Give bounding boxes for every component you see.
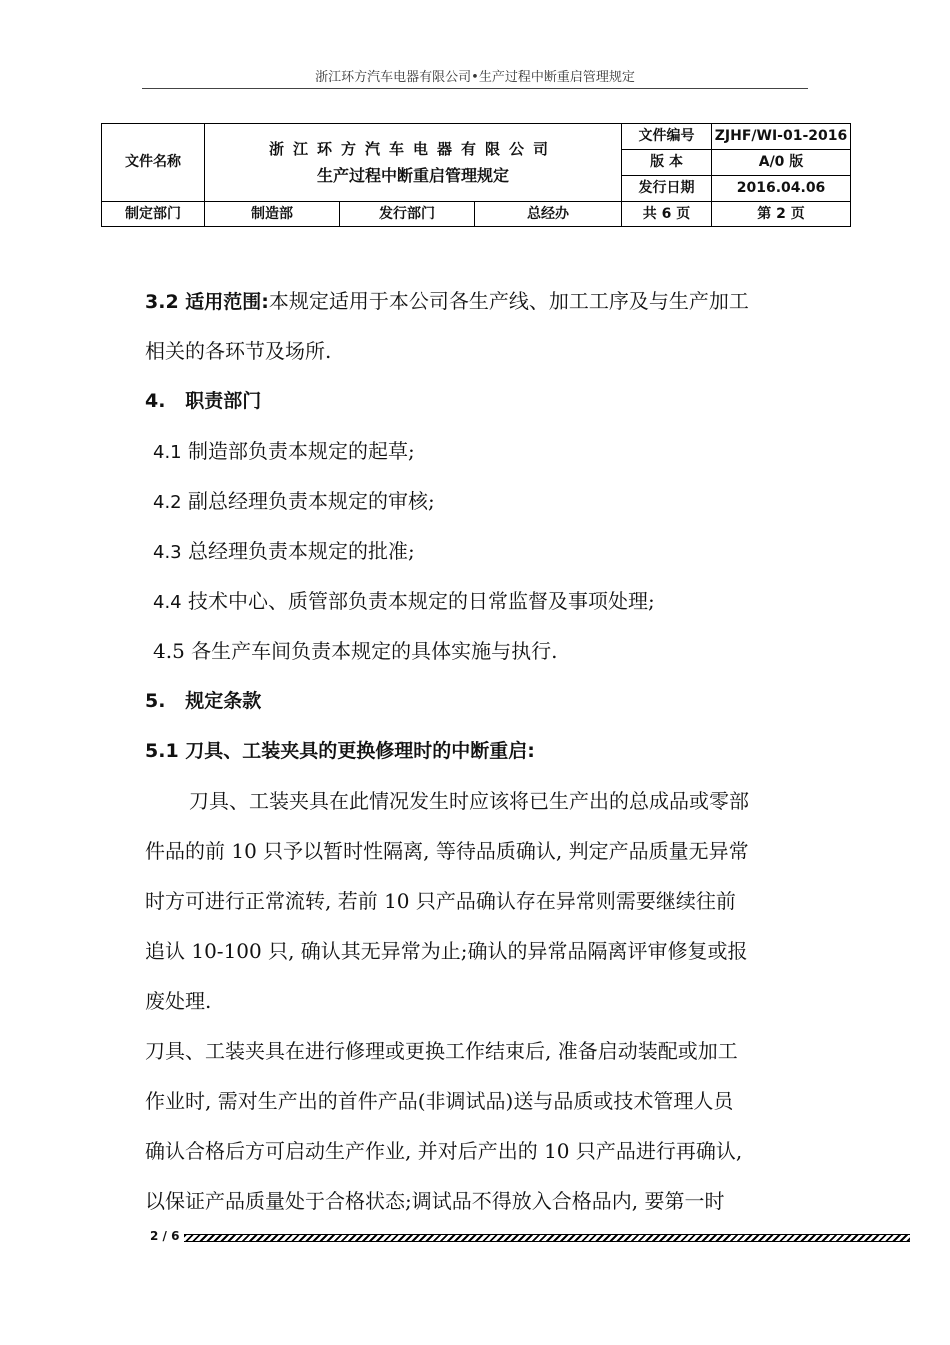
paragraph-line: 确认合格后方可启动生产作业, 并对后产出的 10 只产品进行再确认,	[145, 1139, 743, 1163]
title-cell	[205, 124, 622, 202]
total-pages: 共 6 页	[622, 202, 712, 227]
dept: 制造部	[205, 202, 340, 227]
document-info-table	[101, 123, 851, 227]
header-rule	[142, 88, 808, 89]
item-4-5: 4.5 各生产车间负责本规定的具体实施与执行.	[153, 639, 558, 663]
item-4-4	[145, 576, 810, 626]
item-4-4-text: 技术中心、质管部负责本规定的日常监督及事项处理;	[181, 589, 655, 613]
section-3-2-text: 本规定适用于本公司各生产线、加工工序及与生产加工	[268, 289, 749, 313]
paragraph-line: 废处理.	[145, 989, 212, 1013]
section-3-2-heading: 3.2 适用范围:	[145, 291, 269, 313]
dept-label: 制定部门	[102, 202, 205, 227]
paragraph-line: 件品的前 10 只予以暂时性隔离, 等待品质确认, 判定产品质量无异常	[145, 839, 749, 863]
item-4-3	[145, 526, 810, 576]
section-5-heading: 5. 规定条款	[145, 690, 262, 712]
paragraph-line: 追认 10-100 只, 确认其无异常为止;确认的异常品隔离评审修复或报	[145, 939, 748, 963]
document-body	[145, 276, 810, 1226]
page-number: 第 2 页	[712, 202, 851, 227]
paragraph-line: 刀具、工装夹具在此情况发生时应该将已生产出的总成品或零部	[189, 789, 749, 813]
item-4-3-text: 总经理负责本规定的批准;	[181, 539, 415, 563]
item-4-4-number: 4.4	[153, 592, 182, 613]
issue-date: 2016.04.06	[712, 176, 851, 202]
issue-dept-label: 发行部门	[340, 202, 475, 227]
item-4-2	[145, 476, 810, 526]
company-name: 浙江环方汽车电器有限公司	[269, 139, 558, 158]
paragraph-line: 以保证产品质量处于合格状态;调试品不得放入合格品内, 要第一时	[145, 1189, 725, 1213]
paragraph-line: 刀具、工装夹具在进行修理或更换工作结束后, 准备启动装配或加工	[145, 1039, 738, 1063]
section-4-heading: 4. 职责部门	[145, 390, 262, 412]
doc-title: 生产过程中断重启管理规定	[317, 165, 510, 185]
item-4-1-text: 制造部负责本规定的起草;	[181, 439, 415, 463]
item-4-3-number: 4.3	[153, 542, 182, 563]
item-4-2-number: 4.2	[153, 492, 182, 513]
version-label: 版 本	[622, 150, 712, 176]
version: A/0 版	[712, 150, 851, 176]
item-4-1-number: 4.1	[153, 442, 182, 463]
footer-hatched-rule	[184, 1234, 910, 1242]
doc-no: ZJHF/WI-01-2016	[712, 124, 851, 150]
footer-page-number: 2 / 6	[150, 1229, 180, 1243]
paragraph-line: 时方可进行正常流转, 若前 10 只产品确认存在异常则需要继续往前	[145, 889, 736, 913]
doc-name-label: 文件名称	[102, 124, 205, 202]
issue-dept: 总经办	[475, 202, 622, 227]
section-5-1-heading: 5.1 刀具、工装夹具的更换修理时的中断重启:	[145, 740, 535, 762]
running-header: 浙江环方汽车电器有限公司•生产过程中断重启管理规定	[315, 70, 635, 85]
issue-date-label: 发行日期	[622, 176, 712, 202]
item-4-1	[145, 426, 810, 476]
item-4-2-text: 副总经理负责本规定的审核;	[181, 489, 435, 513]
paragraph-line: 作业时, 需对生产出的首件产品(非调试品)送与品质或技术管理人员	[145, 1089, 734, 1113]
section-3-2-cont: 相关的各环节及场所.	[145, 339, 332, 363]
section-3-2	[145, 276, 810, 326]
doc-no-label: 文件编号	[622, 124, 712, 150]
